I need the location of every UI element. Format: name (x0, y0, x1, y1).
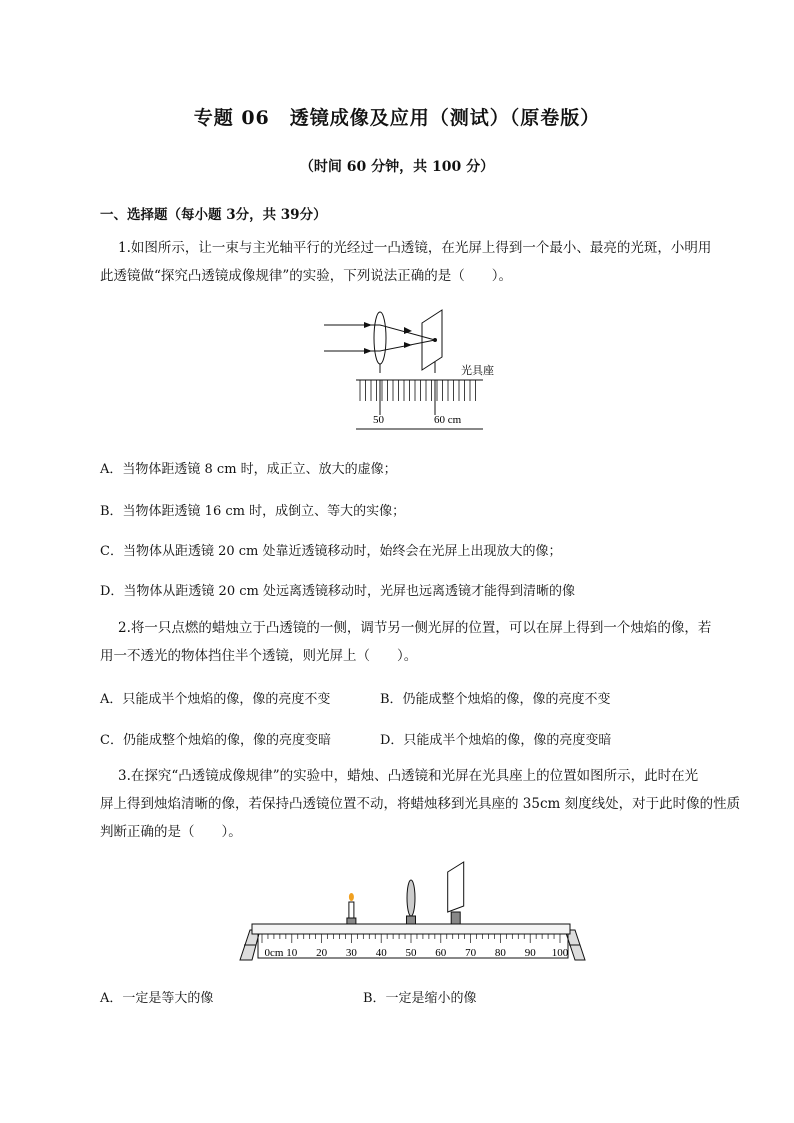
candle (347, 902, 356, 924)
q3-option-b: B．一定是缩小的像 (363, 991, 477, 1006)
q1-option-b: B．当物体距透镜 16 cm 时，成倒立、等大的实像； (100, 504, 406, 519)
section-heading: 一、选择题（每小题 3分，共 39分） (100, 207, 327, 223)
q2-option-a: A．只能成半个烛焰的像，像的亮度不变 (100, 692, 331, 707)
bench-label: 光具座 (461, 365, 494, 377)
bench-rail (252, 924, 570, 934)
light-screen (448, 862, 464, 912)
q2-text-line2: 用一不透光的物体挡住半个透镜，则光屏上（ ）。 (100, 648, 418, 664)
q1-option-d: D．当物体从距透镜 20 cm 处远离透镜移动时，光屏也远离透镜才能得到清晰的像 (100, 584, 575, 599)
scale-label: 50 (405, 947, 417, 959)
q2-option-b: B．仍能成整个烛焰的像，像的亮度不变 (380, 692, 611, 707)
q1-text-line2: 此透镜做“探究凸透镜成像规律”的实验，下列说法正确的是（ ）。 (100, 268, 513, 284)
q1-lens-figure (318, 305, 498, 435)
scale-label: 90 (524, 947, 536, 959)
scale-label: 20 (316, 947, 328, 959)
scale-label: 40 (375, 947, 387, 959)
q2-option-c: C．仍能成整个烛焰的像，像的亮度变暗 (100, 733, 331, 748)
exam-time-info: （时间 60 分钟，共 100 分） (299, 159, 495, 175)
screen-holder (451, 912, 460, 924)
q2-text-line1: 2.将一只点燃的蜡烛立于凸透镜的一侧，调节另一侧光屏的位置，可以在屏上得到一个烛焰的像，若 (118, 620, 712, 636)
light-screen (422, 310, 442, 370)
arrow-head-icon (364, 322, 372, 328)
scale-label: 30 (345, 947, 357, 959)
q3-text-line1: 3.在探究“凸透镜成像规律”的实验中，蜡烛、凸透镜和光屏在光具座上的位置如图所示，此时在光 (118, 768, 699, 784)
q3-bench-figure (230, 860, 595, 970)
arrow-head-icon (364, 348, 372, 354)
focal-point (433, 338, 437, 342)
lens-holder (407, 916, 416, 924)
q1-text-line1: 1.如图所示，让一束与主光轴平行的光经过一凸透镜，在光屏上得到一个最小、最亮的光斑，小明用 (118, 240, 712, 256)
convex-lens (374, 312, 386, 364)
tick-label-50: 50 (373, 414, 384, 426)
q3-text-line2: 屏上得到烛焰清晰的像，若保持凸透镜位置不动，将蜡烛移到光具座的 35cm 刻度线处，对于此时像的性质 (100, 796, 741, 812)
q2-option-d: D．只能成半个烛焰的像，像的亮度变暗 (380, 733, 612, 748)
q1-option-c: C．当物体从距透镜 20 cm 处靠近透镜移动时，始终会在光屏上出现放大的像； (100, 544, 562, 559)
scale-label: 10 (286, 947, 298, 959)
tick-label-60: 60 cm (434, 414, 462, 426)
arrow-head-icon (404, 342, 412, 348)
scale-label: 80 (494, 947, 506, 959)
scale-label: 0cm (264, 947, 284, 959)
q1-option-a: A．当物体距透镜 8 cm 时，成正立、放大的虚像； (100, 462, 397, 477)
q3-option-a: A．一定是等大的像 (100, 991, 214, 1006)
convex-lens (407, 880, 415, 916)
scale-label: 70 (465, 947, 477, 959)
scale-label: 100 (551, 947, 569, 959)
page-title: 专题 06 透镜成像及应用（测试）（原卷版） (193, 107, 601, 129)
candle-flame (349, 893, 354, 901)
q3-text-line3: 判断正确的是（ ）。 (100, 824, 242, 840)
scale-label: 60 (435, 947, 447, 959)
